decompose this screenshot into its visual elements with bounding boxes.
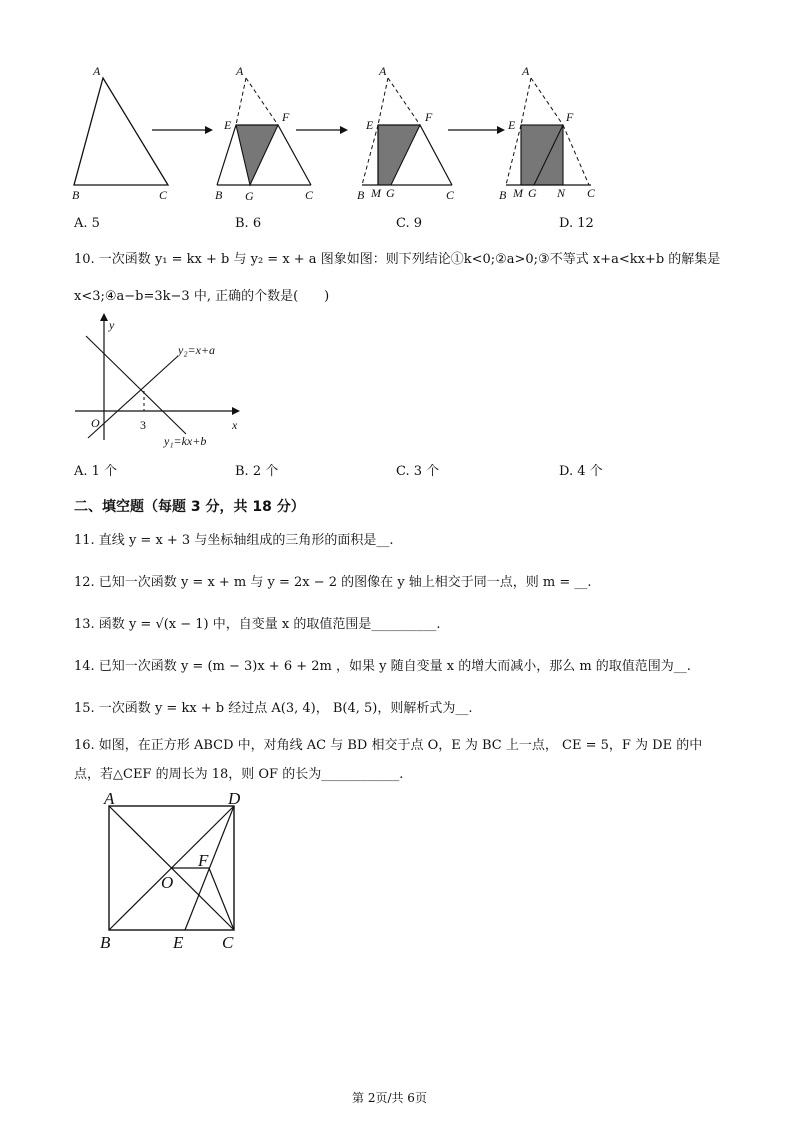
q10-option-a: A. 1 个 — [74, 464, 118, 479]
q12-text: 12. 已知一次函数 y = x + m 与 y = 2x − 2 的图像在 y 轴上相交于同一点，则 m = __. — [74, 575, 592, 590]
q15-text: 15. 一次函数 y = kx + b 经过点 A(3, 4)， B(4, 5)，则解析式为__. — [74, 701, 473, 716]
label-g-3: G — [386, 186, 395, 200]
q13-text: 13. 函数 y = √(x − 1) 中，自变量 x 的取值范围是__________. — [74, 617, 441, 632]
q16-text-line1: 16. 如图，在正方形 ABCD 中，对角线 AC 与 BD 相交于点 O，E 为 BC 上一点， CE = 5，F 为 DE 的中 — [74, 738, 703, 753]
graph-x-label: x — [232, 418, 238, 432]
label-e-3: E — [366, 118, 374, 132]
q10-option-c: C. 3 个 — [396, 464, 440, 479]
label-m-3: M — [371, 186, 381, 200]
fig16-label-c: C — [222, 933, 234, 952]
page-footer: 第 2页/共 6页 — [352, 1091, 427, 1105]
q10-option-d: D. 4 个 — [559, 464, 603, 479]
label-a-4: A — [522, 64, 530, 78]
label-a-1: A — [93, 64, 101, 78]
q10-option-b: B. 2 个 — [235, 464, 279, 479]
label-c-2: C — [305, 188, 314, 202]
label-b-4: B — [499, 188, 507, 202]
q14-text: 14. 已知一次函数 y = (m − 3)x + 6 + 2m ，如果 y 随自变量 x 的增大而减小，那么 m 的取值范围为__. — [74, 659, 691, 674]
label-c-4: C — [587, 186, 596, 200]
label-g-2: G — [245, 189, 254, 203]
q16-text-line2: 点，若△CEF 的周长为 18，则 OF 的长为____________. — [74, 767, 404, 782]
q9-option-d: D. 12 — [559, 216, 594, 231]
fig16-label-e: E — [173, 933, 184, 952]
segment-fc — [209, 868, 234, 930]
label-n-4: N — [557, 186, 566, 200]
fig16-label-b: B — [100, 933, 111, 952]
q10-text-line1: 10. 一次函数 y₁ = kx + b 与 y₂ = x + a 图象如图：则下列结论①k<0;②a>0;③不等式 x+a<kx+b 的解集是 — [74, 252, 721, 267]
fig16-label-a: A — [104, 789, 115, 808]
label-b-1: B — [72, 188, 80, 202]
q10-text-line2: x<3;④a−b=3k−3 中, 正确的个数是( ) — [74, 289, 330, 304]
label-e-2: E — [224, 118, 232, 132]
graph-y2-label: y₂=x+a — [178, 343, 216, 357]
label-c-3: C — [446, 188, 455, 202]
graph-y1-label: y₁=kx+b — [164, 434, 207, 448]
q9-option-c: C. 9 — [396, 216, 423, 231]
label-a-3: A — [379, 64, 387, 78]
section-2-heading: 二、填空题（每题 3 分，共 18 分） — [74, 499, 305, 515]
label-b-3: B — [357, 188, 365, 202]
graph-origin-label: O — [91, 416, 100, 430]
q9-option-b: B. 6 — [235, 216, 262, 231]
fig16-label-f: F — [198, 851, 209, 870]
label-m-4: M — [513, 186, 523, 200]
label-f-3: F — [425, 110, 433, 124]
q11-text: 11. 直线 y = x + 3 与坐标轴组成的三角形的面积是__. — [74, 533, 394, 548]
label-f-2: F — [282, 110, 290, 124]
fig16-label-d: D — [228, 789, 241, 808]
q9-option-a: A. 5 — [74, 216, 100, 231]
label-b-2: B — [215, 188, 223, 202]
label-e-4: E — [508, 118, 516, 132]
fig16-label-o: O — [161, 873, 174, 892]
label-c-1: C — [159, 188, 168, 202]
label-g-4: G — [528, 186, 537, 200]
graph-y-label: y — [109, 318, 115, 332]
graph-tick-3: 3 — [140, 418, 146, 432]
label-f-4: F — [566, 110, 574, 124]
label-a-2: A — [236, 64, 244, 78]
